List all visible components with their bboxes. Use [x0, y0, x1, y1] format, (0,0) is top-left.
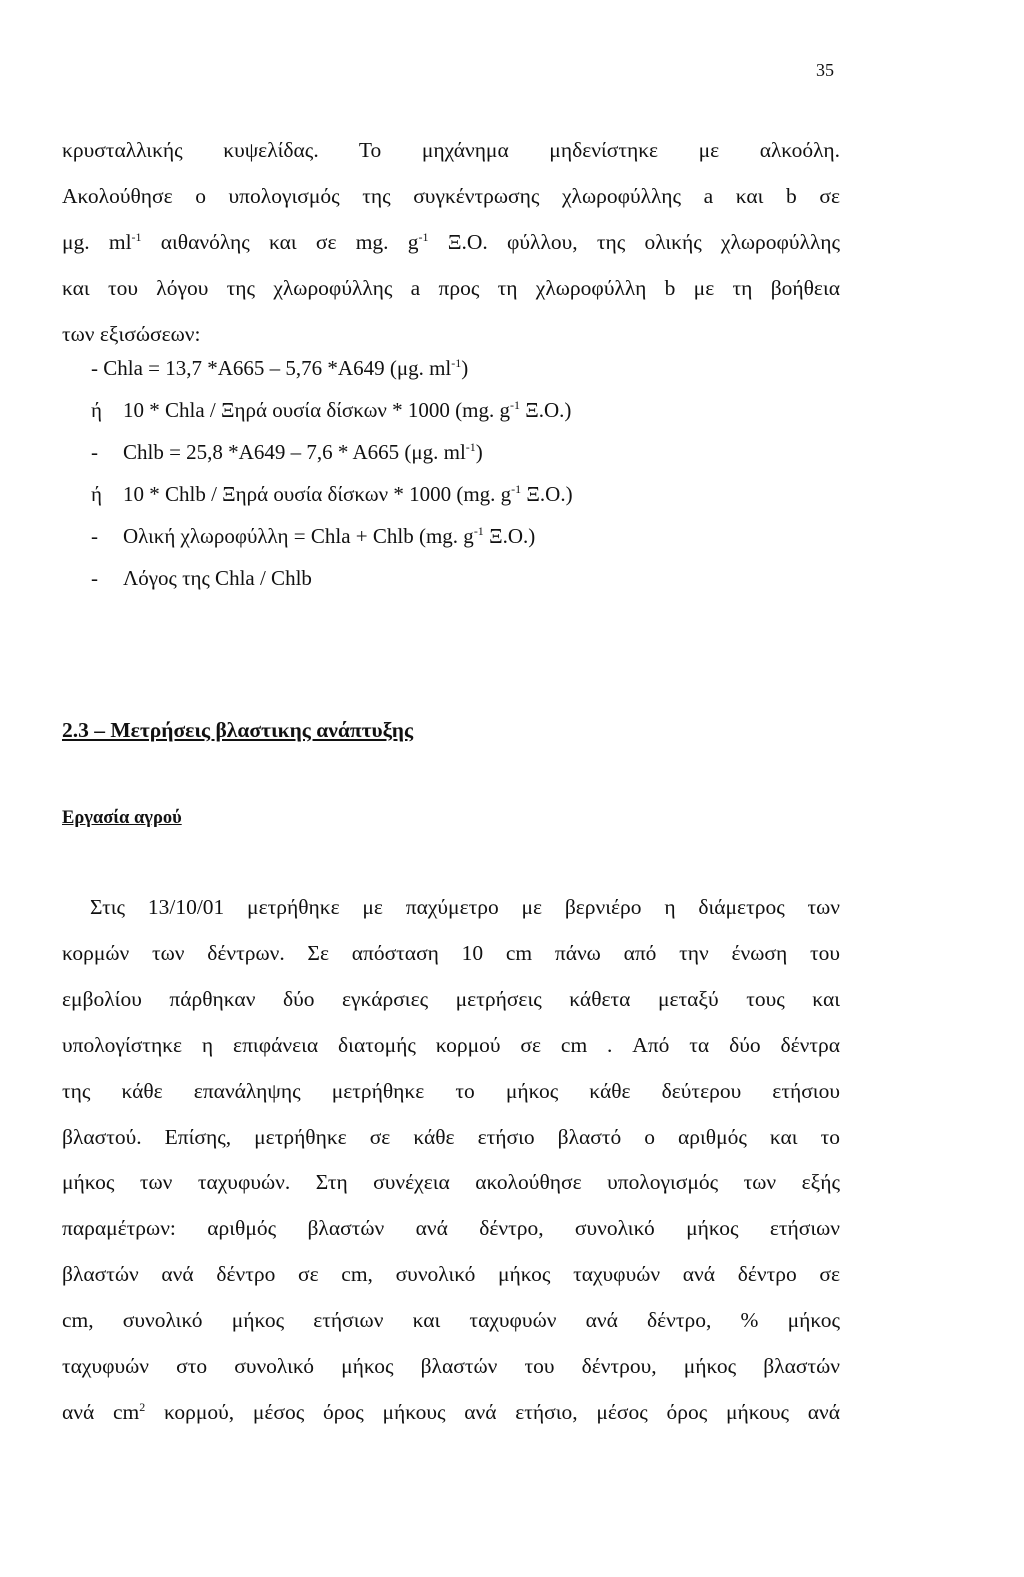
text-line: παραμέτρων: αριθμός βλαστών ανά δέντρο, συνολικό μήκος ετήσιων [62, 1216, 840, 1241]
text-line: βλαστών ανά δέντρο σε cm, συνολικό μήκος ταχυφυών ανά δέντρο σε [62, 1262, 840, 1287]
text-line: Στις 13/10/01 μετρήθηκε με παχύμετρο με βερνιέρο η διάμετρος των [90, 895, 840, 919]
text-line: ταχυφυών στο συνολικό μήκος βλαστών του δέντρου, μήκος βλαστών [62, 1354, 840, 1379]
equation-chla: - Chla = 13,7 *A665 – 5,76 *A649 (μg. $ml^{-1}$) [91, 356, 469, 380]
equation-chlb-dry-weight: ή 10 * Chlb / Ξηρά ουσία δίσκων * 1000 (mg. $g^{-1}$ Ξ.Ο.) [91, 482, 573, 506]
section-heading: 2.3 – Μετρήσεις βλαστικης ανάπτυξης [62, 718, 414, 742]
text-line: μg. $ml^{-1}$ αιθανόλης και σε mg. $g^{-1}$ Ξ.Ο. φύλλου, της ολικής χλωροφύλλης [62, 230, 840, 254]
equation-list [91, 347, 573, 599]
text-line: βλαστού. Επίσης, μετρήθηκε σε κάθε ετήσιο βλαστό ο αριθμός και το [62, 1124, 840, 1149]
page-number: 35 [816, 60, 834, 80]
equation-total-chlorophyll: - Ολική χλωροφύλλη = Chla + Chlb (mg. $g^{-1}$ Ξ.Ο.) [91, 524, 536, 548]
text-line: ανά $cm^2$ κορμού, μέσος όρος μήκους ανά ετήσιο, μέσος όρος μήκους ανά [62, 1399, 840, 1424]
equation-chlb: - Chlb = 25,8 *A649 – 7,6 * A665 (μg. $ml^{-1}$) [91, 440, 483, 464]
equation-chla-chlb-ratio: - Λόγος της Chla / Chlb [91, 566, 312, 590]
text-line: της κάθε επανάληψης μετρήθηκε το μήκος κάθε δεύτερου ετήσιου [62, 1078, 840, 1103]
superscript: -1 [131, 230, 142, 244]
paragraph-field-work [62, 885, 840, 1436]
superscript: 2 [139, 1399, 146, 1414]
text-line: μήκος των ταχυφυών. Στη συνέχεια ακολούθησε υπολογισμός των εξής [62, 1170, 840, 1195]
text-line: εμβολίου πάρθηκαν δύο εγκάρσιες μετρήσεις κάθετα μεταξύ τους και [62, 986, 840, 1011]
text-line: υπολογίστηκε η επιφάνεια διατομής κορμού σε cm . Από τα δύο δέντρα [62, 1032, 840, 1057]
superscript: -1 [418, 230, 429, 244]
text-line: και του λόγου της χλωροφύλλης a προς τη χλωροφύλλη b με τη βοήθεια [62, 276, 840, 300]
text-line: κρυσταλλικής κυψελίδας. Το μηχάνημα μηδενίστηκε με αλκοόλη. [62, 138, 840, 162]
text-line: Ακολούθησε ο υπολογισμός της συγκέντρωσης χλωροφύλλης a και b σε [62, 184, 840, 208]
subsection-heading: Εργασία αγρού [62, 808, 182, 828]
text-line: των εξισώσεων: [62, 322, 201, 346]
equation-chla-dry-weight: ή 10 * Chla / Ξηρά ουσία δίσκων * 1000 (mg. $g^{-1}$ Ξ.Ο.) [91, 398, 572, 422]
text-line: κορμών των δέντρων. Σε απόσταση 10 cm πάνω από την ένωση του [62, 940, 840, 965]
text-line: cm, συνολικό μήκος ετήσιων και ταχυφυών ανά δέντρο, % μήκος [62, 1308, 840, 1333]
paragraph-chlorophyll-method [62, 127, 840, 357]
